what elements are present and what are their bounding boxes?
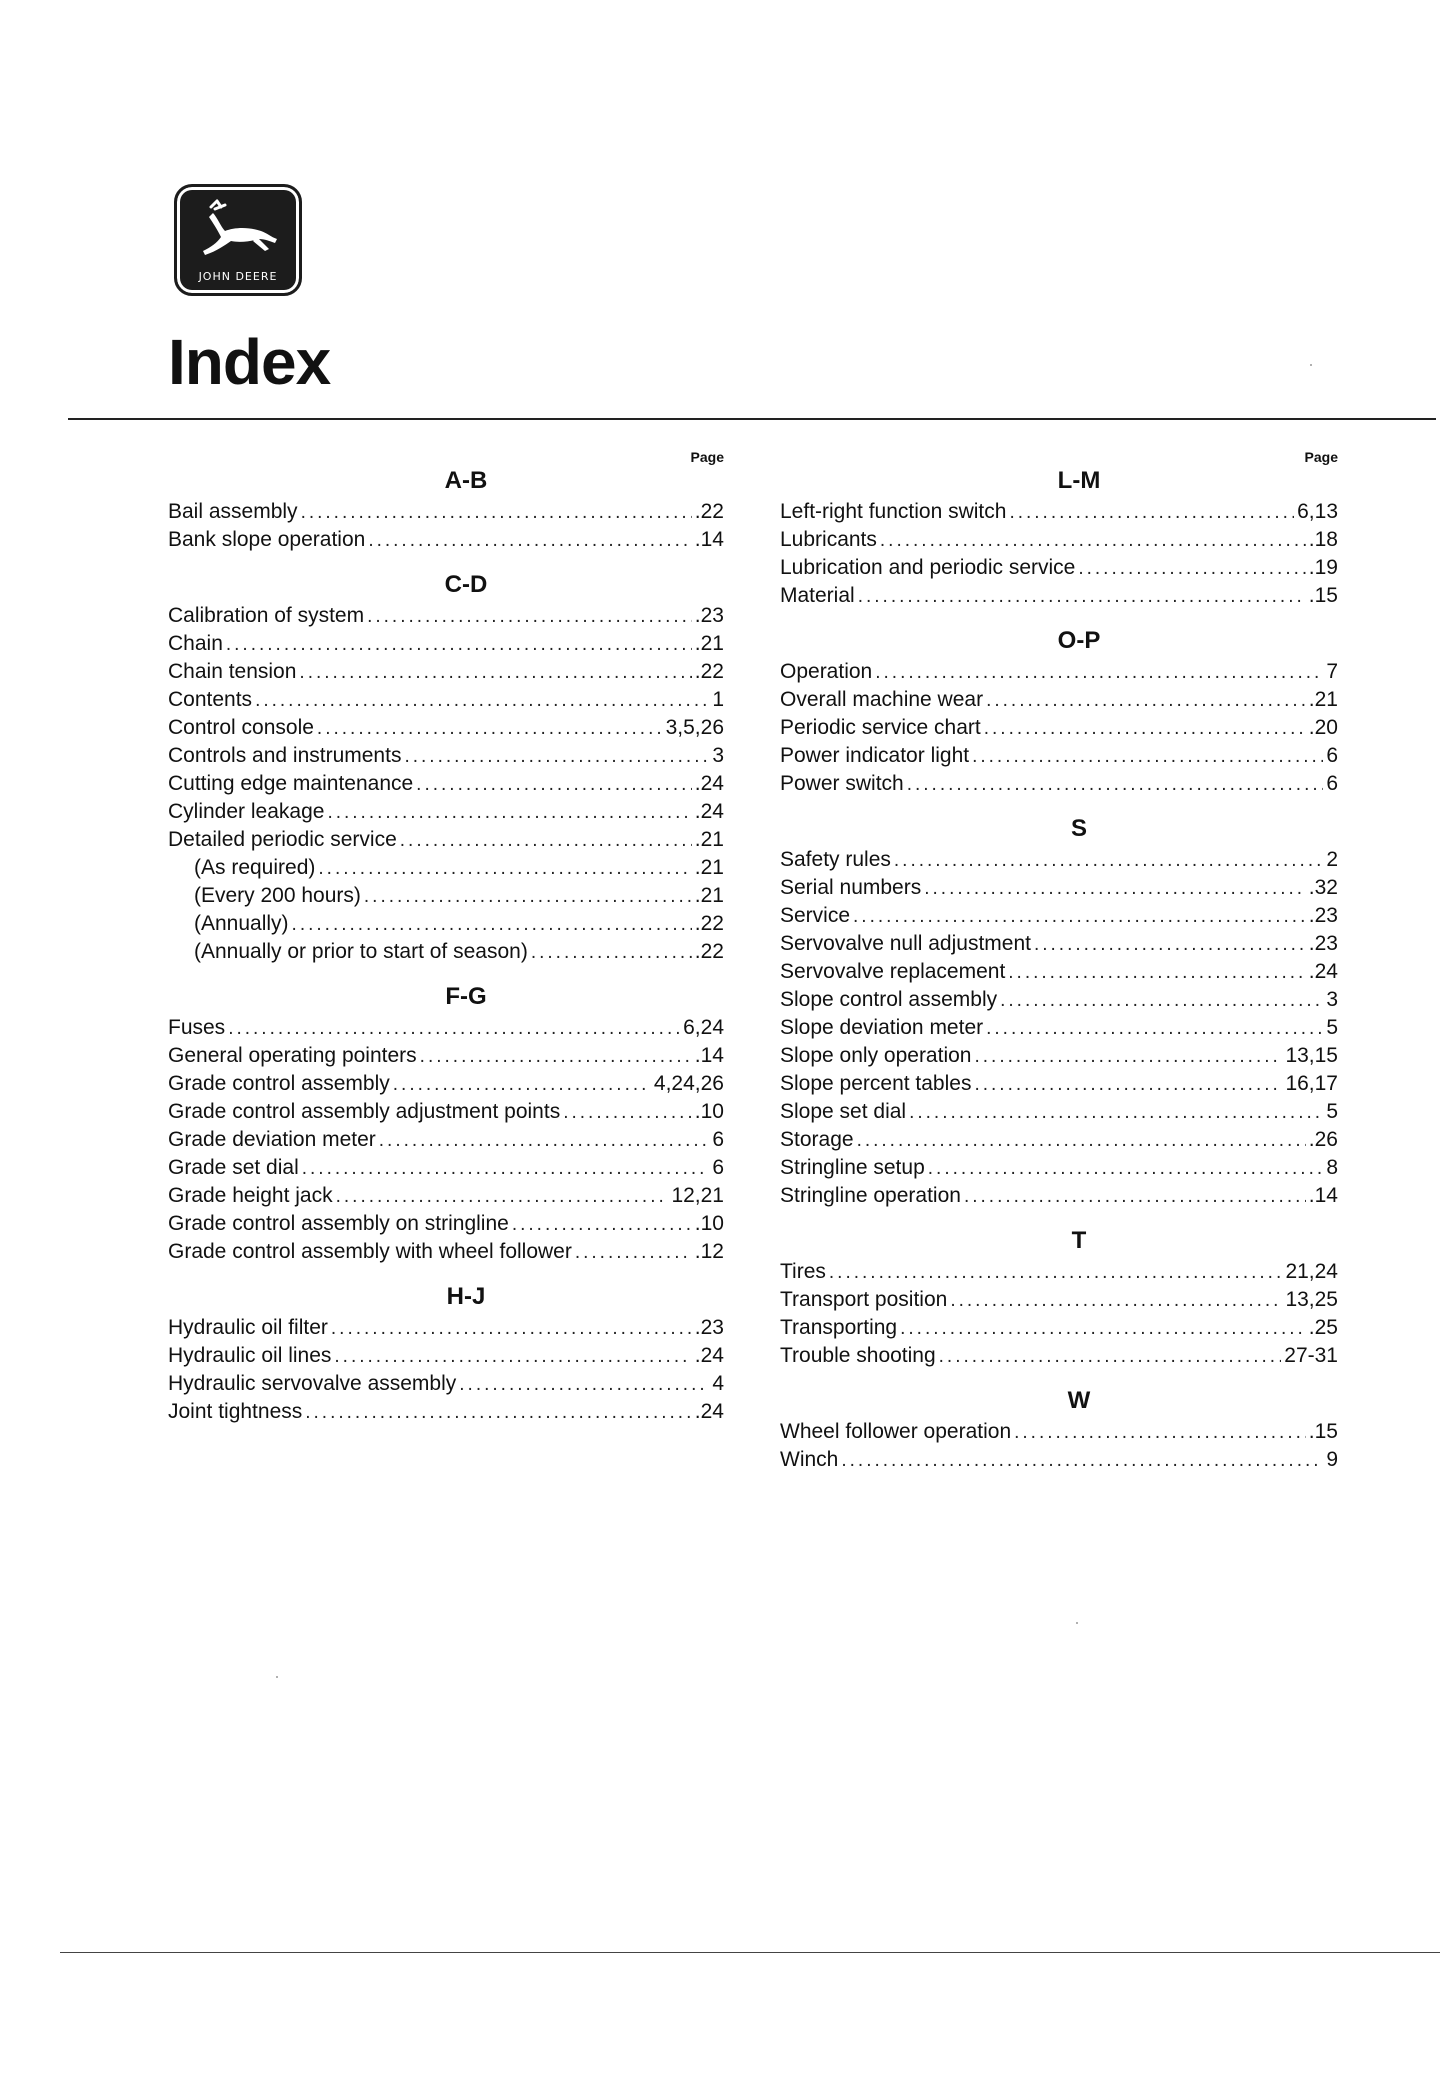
- dot-leader: [563, 1099, 692, 1127]
- dot-leader: [331, 1315, 692, 1343]
- index-entry: [168, 826, 724, 854]
- entry-page: 7: [1326, 660, 1338, 683]
- entry-page: 8: [1326, 1156, 1338, 1179]
- index-entry: [168, 714, 724, 742]
- entry-title: Cutting edge maintenance: [168, 772, 414, 795]
- entry-title: Grade deviation meter: [168, 1128, 376, 1151]
- entry-page: 6,24: [683, 1016, 724, 1039]
- index-entry: [168, 1154, 724, 1182]
- index-entry: [168, 1370, 724, 1398]
- entry-title: Grade control assembly adjustment points: [168, 1100, 561, 1123]
- index-entry: [168, 498, 724, 526]
- dot-leader: [1014, 1419, 1306, 1447]
- entry-page: 6: [712, 1128, 724, 1151]
- section-heading: L-M: [1057, 467, 1101, 494]
- entry-page: .24: [694, 772, 724, 795]
- entry-page: .21: [694, 828, 724, 851]
- entry-page: .15: [1308, 1420, 1338, 1443]
- entry-title: Left-right function switch: [780, 500, 1007, 523]
- entry-title: Trouble shooting: [780, 1344, 936, 1367]
- index-entry: [168, 938, 724, 966]
- dot-leader: [255, 687, 709, 715]
- entry-page: 6,13: [1297, 500, 1338, 523]
- entry-title: Winch: [780, 1448, 839, 1471]
- dot-leader: [939, 1343, 1282, 1371]
- index-entry: [780, 658, 1338, 686]
- entry-title: Slope control assembly: [780, 988, 998, 1011]
- index-section: [780, 812, 1338, 1210]
- index-entry: [168, 602, 724, 630]
- entry-page: .12: [694, 1240, 724, 1263]
- dot-leader: [367, 603, 692, 631]
- entry-page: .21: [1308, 688, 1338, 711]
- index-entry: [168, 1070, 724, 1098]
- section-heading: H-J: [446, 1283, 486, 1310]
- entry-page: .14: [1308, 1184, 1338, 1207]
- speck: [276, 1676, 278, 1678]
- john-deere-logo: [174, 184, 302, 296]
- entry-title: Lubrication and periodic service: [780, 556, 1076, 579]
- entry-page: .22: [694, 500, 724, 523]
- index-entry: [168, 1398, 724, 1426]
- entry-title: Slope set dial: [780, 1100, 907, 1123]
- entry-page: .20: [1308, 716, 1338, 739]
- entry-title: Stringline operation: [780, 1184, 961, 1207]
- entry-title: Control console: [168, 716, 314, 739]
- index-entry: [780, 742, 1338, 770]
- dot-leader: [318, 855, 691, 883]
- index-column-left: [168, 450, 724, 1440]
- index-entry: [780, 1342, 1338, 1370]
- entry-title: Joint tightness: [168, 1400, 303, 1423]
- index-entry: [168, 1042, 724, 1070]
- entry-page: .24: [694, 1400, 724, 1423]
- index-entry: [780, 686, 1338, 714]
- index-section: [168, 980, 724, 1266]
- index-entry: [168, 854, 724, 882]
- index-entry: [780, 582, 1338, 610]
- index-section: [168, 568, 724, 966]
- entry-page: 6: [1326, 744, 1338, 767]
- entry-page: .21: [694, 632, 724, 655]
- entry-page: 6: [712, 1156, 724, 1179]
- index-section: [780, 1224, 1338, 1370]
- index-entry: [780, 770, 1338, 798]
- section-heading: O-P: [1057, 627, 1101, 654]
- dot-leader: [900, 1315, 1306, 1343]
- entry-title: Grade set dial: [168, 1156, 299, 1179]
- entry-page: .21: [694, 856, 724, 879]
- entry-page: .23: [694, 1316, 724, 1339]
- page-title: Index: [168, 326, 331, 398]
- dot-leader: [400, 827, 692, 855]
- dot-leader: [829, 1259, 1283, 1287]
- index-entry: [780, 498, 1338, 526]
- entry-title: Detailed periodic service: [168, 828, 397, 851]
- entry-title: Cylinder leakage: [168, 800, 325, 823]
- entry-page: .19: [1308, 556, 1338, 579]
- dot-leader: [928, 1155, 1324, 1183]
- entry-title: Controls and instruments: [168, 744, 402, 767]
- entry-title: Servovalve replacement: [780, 960, 1006, 983]
- dot-leader: [302, 1155, 710, 1183]
- entry-page: .21: [694, 884, 724, 907]
- dot-leader: [404, 743, 709, 771]
- dot-leader: [393, 1071, 651, 1099]
- bottom-divider: [60, 1952, 1440, 1953]
- entry-title: General operating pointers: [168, 1044, 417, 1067]
- dot-leader: [512, 1211, 692, 1239]
- entry-title: Periodic service chart: [780, 716, 981, 739]
- dot-leader: [875, 659, 1323, 687]
- entry-page: 12,21: [671, 1184, 724, 1207]
- entry-page: .22: [694, 912, 724, 935]
- entry-page: 13,25: [1285, 1288, 1338, 1311]
- entry-title: (As required): [194, 856, 316, 879]
- dot-leader: [858, 583, 1306, 611]
- entry-title: Wheel follower operation: [780, 1420, 1012, 1443]
- dot-leader: [368, 527, 691, 555]
- entry-page: .26: [1308, 1128, 1338, 1151]
- index-section: [780, 464, 1338, 610]
- dot-leader: [853, 903, 1306, 931]
- entry-title: Grade control assembly with wheel follower: [168, 1240, 572, 1263]
- dot-leader: [880, 527, 1306, 555]
- entry-title: (Annually): [194, 912, 289, 935]
- dot-leader: [305, 1399, 692, 1427]
- dot-leader: [857, 1127, 1306, 1155]
- entry-title: Lubricants: [780, 528, 877, 551]
- section-heading: F-G: [445, 983, 487, 1010]
- index-entry: [780, 1258, 1338, 1286]
- index-entry: [168, 1342, 724, 1370]
- entry-page: 3,5,26: [665, 716, 724, 739]
- entry-title: Hydraulic servovalve assembly: [168, 1372, 457, 1395]
- entry-title: Serial numbers: [780, 876, 922, 899]
- entry-page: 4,24,26: [653, 1072, 724, 1095]
- entry-page: .14: [694, 528, 724, 551]
- section-heading: T: [1071, 1227, 1087, 1254]
- dot-leader: [894, 847, 1323, 875]
- entry-title: Slope percent tables: [780, 1072, 972, 1095]
- index-entry: [168, 686, 724, 714]
- index-entry: [780, 1418, 1338, 1446]
- logo-text: JOHN DEERE: [198, 270, 278, 283]
- index-entry: [780, 902, 1338, 930]
- dot-leader: [974, 1043, 1282, 1071]
- dot-leader: [986, 687, 1306, 715]
- dot-leader: [986, 1015, 1323, 1043]
- dot-leader: [1009, 499, 1294, 527]
- index-column-right: [780, 450, 1338, 1488]
- index-entry: [780, 1446, 1338, 1474]
- entry-page: .22: [694, 660, 724, 683]
- dot-leader: [575, 1239, 692, 1267]
- index-entry: [780, 526, 1338, 554]
- index-entry: [168, 1210, 724, 1238]
- index-entry: [168, 1238, 724, 1266]
- index-entry: [780, 1182, 1338, 1210]
- dot-leader: [226, 631, 692, 659]
- entry-page: .22: [694, 940, 724, 963]
- entry-title: Operation: [780, 660, 873, 683]
- index-entry: [168, 770, 724, 798]
- index-entry: [168, 630, 724, 658]
- index-entry: [780, 1042, 1338, 1070]
- index-entry: [780, 1098, 1338, 1126]
- index-entry: [780, 1286, 1338, 1314]
- entry-page: .14: [694, 1044, 724, 1067]
- entry-title: Transport position: [780, 1288, 948, 1311]
- entry-title: Overall machine wear: [780, 688, 984, 711]
- entry-page: .18: [1308, 528, 1338, 551]
- entry-page: 3: [712, 744, 724, 767]
- dot-leader: [1078, 555, 1305, 583]
- dot-leader: [292, 911, 692, 939]
- entry-title: Service: [780, 904, 851, 927]
- entry-page: .23: [1308, 932, 1338, 955]
- entry-page: .24: [694, 1344, 724, 1367]
- entry-page: 16,17: [1285, 1072, 1338, 1095]
- entry-title: Fuses: [168, 1016, 226, 1039]
- entry-page: .25: [1308, 1316, 1338, 1339]
- entry-page: 3: [1326, 988, 1338, 1011]
- page-column-header: Page: [1304, 449, 1338, 465]
- entry-page: .10: [694, 1212, 724, 1235]
- index-entry: [168, 798, 724, 826]
- index-section: [168, 1280, 724, 1426]
- entry-title: Storage: [780, 1128, 854, 1151]
- index-entry: [168, 882, 724, 910]
- entry-page: .24: [694, 800, 724, 823]
- index-entry: [780, 714, 1338, 742]
- entry-page: .10: [694, 1100, 724, 1123]
- entry-title: Servovalve null adjustment: [780, 932, 1031, 955]
- dot-leader: [972, 743, 1323, 771]
- dot-leader: [964, 1183, 1306, 1211]
- entry-title: Bail assembly: [168, 500, 298, 523]
- entry-title: Grade control assembly on stringline: [168, 1212, 509, 1235]
- entry-page: 4: [712, 1372, 724, 1395]
- entry-title: Grade height jack: [168, 1184, 333, 1207]
- index-entry: [780, 930, 1338, 958]
- dot-leader: [364, 883, 692, 911]
- entry-page: .24: [1308, 960, 1338, 983]
- entry-title: (Every 200 hours): [194, 884, 361, 907]
- index-entry: [168, 910, 724, 938]
- entry-title: Hydraulic oil lines: [168, 1344, 332, 1367]
- dot-leader: [379, 1127, 710, 1155]
- dot-leader: [909, 1099, 1323, 1127]
- index-entry: [780, 958, 1338, 986]
- entry-title: Safety rules: [780, 848, 891, 871]
- dot-leader: [336, 1183, 669, 1211]
- index-entry: [780, 1014, 1338, 1042]
- index-entry: [168, 742, 724, 770]
- entry-page: 6: [1326, 772, 1338, 795]
- entry-title: Material: [780, 584, 855, 607]
- speck: [1310, 364, 1312, 366]
- index-section: [780, 1384, 1338, 1474]
- entry-page: .32: [1308, 876, 1338, 899]
- dot-leader: [1008, 959, 1306, 987]
- dot-leader: [301, 499, 692, 527]
- entry-page: 5: [1326, 1016, 1338, 1039]
- index-entry: [780, 846, 1338, 874]
- index-entry: [168, 658, 724, 686]
- section-heading: A-B: [444, 467, 488, 494]
- entry-page: 1: [712, 688, 724, 711]
- dot-leader: [1000, 987, 1323, 1015]
- section-heading: W: [1067, 1387, 1091, 1414]
- entry-page: 27-31: [1284, 1344, 1338, 1367]
- entry-title: Slope only operation: [780, 1044, 972, 1067]
- entry-title: Calibration of system: [168, 604, 365, 627]
- entry-page: .23: [1308, 904, 1338, 927]
- section-heading: S: [1070, 815, 1087, 842]
- index-entry: [780, 554, 1338, 582]
- index-entry: [780, 1154, 1338, 1182]
- dot-leader: [459, 1371, 709, 1399]
- index-entry: [780, 874, 1338, 902]
- entry-page: 21,24: [1285, 1260, 1338, 1283]
- index-entry: [168, 1126, 724, 1154]
- dot-leader: [416, 771, 692, 799]
- deer-leaping-icon: [191, 197, 285, 259]
- dot-leader: [984, 715, 1306, 743]
- entry-page: .23: [694, 604, 724, 627]
- section-heading: C-D: [444, 571, 488, 598]
- entry-title: Chain tension: [168, 660, 297, 683]
- index-entry: [780, 1070, 1338, 1098]
- entry-title: Power switch: [780, 772, 904, 795]
- dot-leader: [907, 771, 1324, 799]
- entry-title: Hydraulic oil filter: [168, 1316, 328, 1339]
- dot-leader: [299, 659, 691, 687]
- dot-leader: [950, 1287, 1282, 1315]
- entry-page: 9: [1326, 1448, 1338, 1471]
- entry-page: 2: [1326, 848, 1338, 871]
- index-section: [780, 624, 1338, 798]
- entry-title: Contents: [168, 688, 253, 711]
- dot-leader: [841, 1447, 1323, 1475]
- dot-leader: [924, 875, 1306, 903]
- entry-page: 13,15: [1285, 1044, 1338, 1067]
- top-divider: [68, 418, 1436, 420]
- index-entry: [168, 1182, 724, 1210]
- entry-title: Slope deviation meter: [780, 1016, 984, 1039]
- index-entry: [168, 526, 724, 554]
- entry-title: Transporting: [780, 1316, 898, 1339]
- index-entry: [780, 986, 1338, 1014]
- dot-leader: [228, 1015, 680, 1043]
- dot-leader: [317, 715, 663, 743]
- entry-title: (Annually or prior to start of season): [194, 940, 528, 963]
- index-section: [168, 464, 724, 554]
- dot-leader: [327, 799, 691, 827]
- index-entry: [780, 1126, 1338, 1154]
- dot-leader: [420, 1043, 692, 1071]
- entry-title: Tires: [780, 1260, 826, 1283]
- index-entry: [168, 1098, 724, 1126]
- page-column-header: Page: [690, 449, 724, 465]
- dot-leader: [334, 1343, 691, 1371]
- entry-page: .15: [1308, 584, 1338, 607]
- entry-title: Stringline setup: [780, 1156, 925, 1179]
- dot-leader: [531, 939, 692, 967]
- index-entry: [168, 1314, 724, 1342]
- speck: [1076, 1622, 1078, 1624]
- entry-title: Power indicator light: [780, 744, 970, 767]
- entry-title: Grade control assembly: [168, 1072, 390, 1095]
- entry-title: Bank slope operation: [168, 528, 366, 551]
- index-entry: [780, 1314, 1338, 1342]
- dot-leader: [1034, 931, 1306, 959]
- dot-leader: [974, 1071, 1282, 1099]
- entry-page: 5: [1326, 1100, 1338, 1123]
- entry-title: Chain: [168, 632, 223, 655]
- index-entry: [168, 1014, 724, 1042]
